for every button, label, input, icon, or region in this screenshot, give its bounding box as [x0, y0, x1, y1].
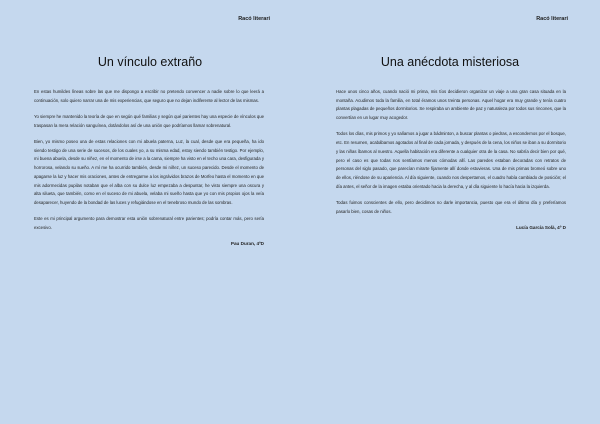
author-signature: Lucía García Solà, 4º D — [516, 224, 566, 230]
paragraph: Hace unos cinco años, cuando nació mi prima, mis tíos decidieron organizar un viaje a una gran casa situada en la montaña. Acudimos toda la familia, en total éramos unos treinta personas. Aquel hogar era muy grande y tenía cuatro plantas plagadas de pequeños dormitorios. Se respiraba un ambiente de paz y naturaleza por todos sus rincones, que la convertían en un lugar muy acogedor. — [336, 89, 566, 121]
author-signature: Pau Duran, 4ºD — [230, 241, 264, 247]
paragraph: Todas fuimos conscientes de ello, pero decidimos no darle importancia, puesto que era el último día y preferíamos pasarlo bien, cosas de niños. — [336, 199, 566, 214]
section-header: Racó literari — [238, 16, 270, 22]
paragraph: Yo siempre he mantenido la teoría de que en según qué familias y según qué parientes hay una especie de vínculos que traspasan la mera relación sanguínea, dotándolos así de una unión que podríamos llamar sobrenatural. — [34, 114, 264, 128]
article-body — [34, 88, 264, 249]
paragraph: Todos los días, mis primos y yo salíamos a jugar a bádminton, a buscar plantas o piedras, a escondernos por el bosque, etc. En resumen, acabábamos agotados al final de cada jornada, y después de la cena, los niños se iban a su dormitorio y las niñas íbamos al nuestro. Aquella habitación era diferente a cualquier otra de la casa. No sabría decir bien por qué, pero el caso es que todas nos sentíamos menos cómodas allí. Las paredes estaban decoradas con retratos de personas del siglo pasado, que parecían mirarte fijamente allí donde estuvieras. Una de mis primas bromeó sobre uno de ellos, riéndose de su apariencia. Al día siguiente, cuando nos despertamos, el cuadro había cambiado de posición; el día antes, el señor de la imagen estaba orientado hacia la derecha, y al día siguiente lo hacía hacia la izquierda. — [336, 131, 566, 189]
paragraph: En estas humildes líneas sobre las que me dispongo a escribir no pretendo convencer a nadie sobre lo que leerá a continuación, solo quiero narrar una de mis experiencias, que seguro que no dejan indiferente al lector de las mismas. — [34, 89, 264, 103]
article-body — [336, 88, 566, 233]
article-title: Una anécdota misteriosa — [380, 55, 520, 69]
article-title: Un vínculo extraño — [97, 55, 203, 69]
section-header: Racó literari — [536, 16, 568, 22]
paragraph: Este es mi principal argumento para demostrar esta unión sobrenatural entre parientes; podría contar más, pero sería excesivo. — [34, 216, 264, 230]
paragraph: Bien, yo mismo poseo una de estas relaciones con mi abuela paterna, Luz, la cual, desde que era pequeña, ha ido siendo testigo de una serie de sucesos, de los cuales yo, a su misma edad, estoy siendo también testigo. Por ejemplo, mi buena abuela, desde su niñez, en el momento de irse a la cama, siempre ha visto en el techo una cara, desfigurada y horrorosa, velando su sueño. A mí me ha ocurrido también, desde mi niñez, un suceso parecido. Desde el momento de apagarse la luz y hacer mis oraciones, antes de entregarme a los ingrávidos brazos de Morfeo hasta el momento en que mis adormecidas pupilas notaban que el alba con su dulce luz empezaba a despuntar, he visto siempre una oscura y alta silueta, que también, como en el suceso de mi abuela, velaba mi sueño hasta que yo con mis propios ojos la veía desaparecer, huyendo de la bondad de las luces y refugiándose en el tenebroso mundo de las sombras. — [34, 139, 264, 205]
